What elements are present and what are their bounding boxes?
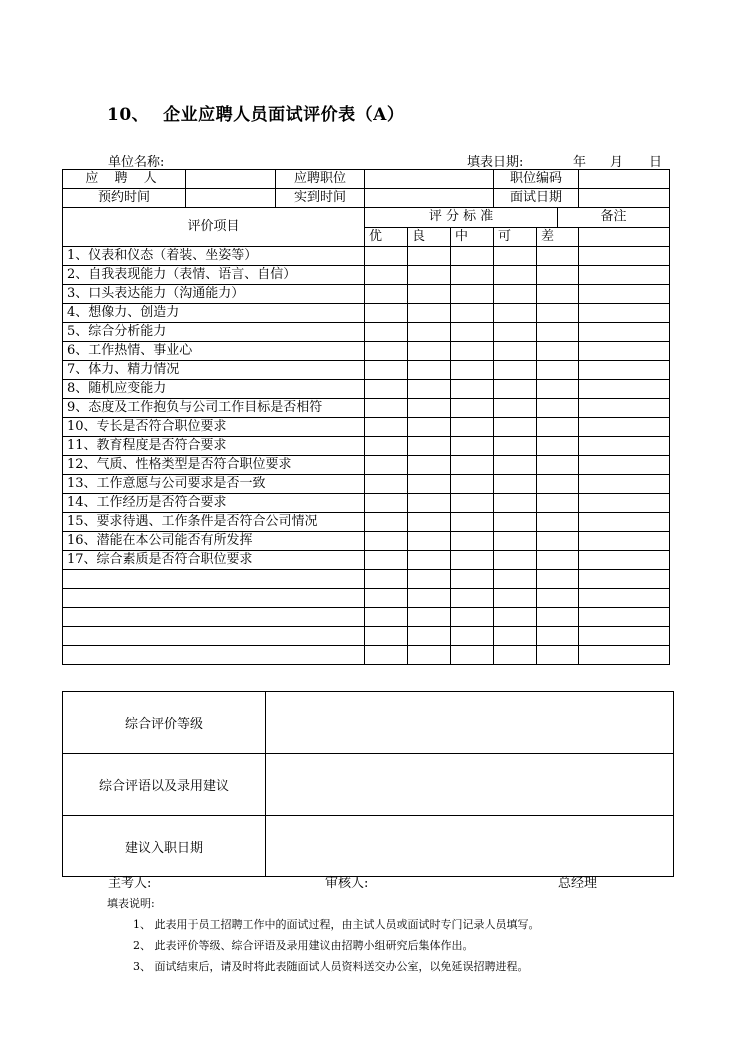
evaluation-row: [63, 494, 670, 513]
score-cell-remark[interactable]: [579, 342, 670, 361]
score-cell-excellent[interactable]: [365, 380, 408, 399]
score-cell-poor[interactable]: [537, 380, 579, 399]
evaluation-item-label: 16、潜能在本公司能否有所发挥: [63, 532, 365, 551]
score-cell-remark[interactable]: [579, 589, 670, 608]
score-cell-fair[interactable]: [494, 627, 537, 646]
score-cell-excellent[interactable]: [365, 513, 408, 532]
score-cell-average[interactable]: [451, 361, 494, 380]
score-cell-excellent[interactable]: [365, 399, 408, 418]
score-cell-remark[interactable]: [579, 304, 670, 323]
score-cell-good[interactable]: [408, 570, 451, 589]
score-cell-good[interactable]: [408, 247, 451, 266]
score-cell-average[interactable]: [451, 437, 494, 456]
score-cell-poor[interactable]: [537, 456, 579, 475]
evaluation-row: [63, 342, 670, 361]
score-cell-excellent[interactable]: [365, 608, 408, 627]
summary-row-comment: [63, 754, 674, 816]
score-cell-excellent[interactable]: [365, 342, 408, 361]
fill-instructions: [107, 893, 540, 977]
score-cell-good[interactable]: [408, 532, 451, 551]
score-cell-average[interactable]: [451, 494, 494, 513]
item-header: 评价项目: [63, 208, 365, 247]
fill-date-label: 填表日期:: [467, 155, 524, 170]
summary-row-entry: [63, 816, 674, 877]
evaluation-item-label: 7、体力、精力情况: [63, 361, 365, 380]
score-cell-good[interactable]: [408, 437, 451, 456]
score-cell-good[interactable]: [408, 646, 451, 665]
score-cell-good[interactable]: [408, 323, 451, 342]
overall-grade-label: 综合评价等级: [63, 692, 266, 754]
score-cell-remark[interactable]: [579, 513, 670, 532]
score-cell-remark[interactable]: [579, 475, 670, 494]
evaluation-row: [63, 285, 670, 304]
score-cell-poor[interactable]: [537, 589, 579, 608]
score-cell-excellent[interactable]: [365, 475, 408, 494]
score-cell-poor[interactable]: [537, 418, 579, 437]
score-cell-average[interactable]: [451, 551, 494, 570]
month-label: 月: [610, 155, 624, 170]
evaluation-row: [63, 456, 670, 475]
score-cell-fair[interactable]: [494, 437, 537, 456]
score-cell-excellent[interactable]: [365, 646, 408, 665]
manager-label: 总经理: [558, 876, 598, 891]
score-cell-poor[interactable]: [537, 608, 579, 627]
entry-date-label: 建议入职日期: [63, 816, 266, 877]
score-cell-fair[interactable]: [494, 418, 537, 437]
score-cell-good[interactable]: [408, 304, 451, 323]
position-field[interactable]: [365, 170, 494, 189]
score-cell-fair[interactable]: [494, 361, 537, 380]
score-cell-average[interactable]: [451, 570, 494, 589]
evaluation-item-label: 14、工作经历是否符合要求: [63, 494, 365, 513]
unit-name-label: 单位名称:: [108, 155, 165, 170]
evaluation-row: [63, 361, 670, 380]
evaluation-item-label: 12、气质、性格类型是否符合职位要求: [63, 456, 365, 475]
remark-header: 备注: [558, 208, 670, 228]
score-cell-good[interactable]: [408, 399, 451, 418]
score-cell-good[interactable]: [408, 608, 451, 627]
score-cell-excellent[interactable]: [365, 494, 408, 513]
score-cell-remark[interactable]: [579, 608, 670, 627]
remark-subheader: [579, 227, 670, 247]
score-cell-good[interactable]: [408, 589, 451, 608]
summary-table: [62, 691, 674, 877]
score-cell-fair[interactable]: [494, 247, 537, 266]
entry-date-field[interactable]: [266, 816, 674, 877]
grade-poor: 差: [537, 227, 579, 247]
evaluation-row: [63, 475, 670, 494]
score-cell-fair[interactable]: [494, 551, 537, 570]
score-cell-poor[interactable]: [537, 399, 579, 418]
note-item: 1、 此表用于员工招聘工作中的面试过程，由主试人员或面试时专门记录人员填写。: [133, 918, 540, 931]
score-cell-average[interactable]: [451, 608, 494, 627]
score-cell-good[interactable]: [408, 418, 451, 437]
score-cell-good[interactable]: [408, 361, 451, 380]
evaluation-item-label: 8、随机应变能力: [63, 380, 365, 399]
score-cell-excellent[interactable]: [365, 437, 408, 456]
evaluation-row: [63, 399, 670, 418]
score-cell-average[interactable]: [451, 646, 494, 665]
interview-date-field[interactable]: [579, 189, 670, 208]
grade-good: 良: [408, 227, 451, 247]
score-cell-average[interactable]: [451, 304, 494, 323]
blank-row: [63, 589, 670, 608]
score-cell-poor[interactable]: [537, 646, 579, 665]
score-cell-good[interactable]: [408, 456, 451, 475]
title-number: 10、: [107, 105, 150, 125]
score-cell-poor[interactable]: [537, 627, 579, 646]
info-row-2: [63, 189, 670, 208]
score-cell-fair[interactable]: [494, 589, 537, 608]
score-cell-good[interactable]: [408, 494, 451, 513]
score-cell-good[interactable]: [408, 342, 451, 361]
score-cell-poor[interactable]: [537, 247, 579, 266]
overall-comment-field[interactable]: [266, 754, 674, 816]
score-cell-fair[interactable]: [494, 285, 537, 304]
position-code-label: 职位编码: [494, 170, 579, 189]
score-cell-average[interactable]: [451, 247, 494, 266]
evaluation-item-label: [63, 608, 365, 627]
score-cell-good[interactable]: [408, 513, 451, 532]
evaluation-item-label: 15、要求待遇、工作条件是否符合公司情况: [63, 513, 365, 532]
score-cell-poor[interactable]: [537, 323, 579, 342]
score-cell-remark[interactable]: [579, 285, 670, 304]
grade-average: 中: [451, 227, 494, 247]
overall-grade-field[interactable]: [266, 692, 674, 754]
evaluation-item-label: [63, 646, 365, 665]
score-cell-fair[interactable]: [494, 475, 537, 494]
evaluation-row: [63, 304, 670, 323]
examiner-label: 主考人:: [108, 876, 152, 891]
evaluation-item-label: [63, 570, 365, 589]
score-cell-remark[interactable]: [579, 399, 670, 418]
evaluation-item-label: 2、自我表现能力（表情、语言、自信）: [63, 266, 365, 285]
score-cell-remark[interactable]: [579, 646, 670, 665]
score-cell-poor[interactable]: [537, 342, 579, 361]
score-cell-good[interactable]: [408, 475, 451, 494]
arrival-time-field[interactable]: [365, 189, 494, 208]
score-cell-fair[interactable]: [494, 456, 537, 475]
evaluation-item-label: 6、工作热情、事业心: [63, 342, 365, 361]
score-cell-excellent[interactable]: [365, 589, 408, 608]
score-cell-average[interactable]: [451, 323, 494, 342]
score-cell-fair[interactable]: [494, 266, 537, 285]
note-item: 2、 此表评价等级、综合评语及录用建议由招聘小组研究后集体作出。: [133, 939, 474, 952]
blank-row: [63, 646, 670, 665]
score-cell-average[interactable]: [451, 285, 494, 304]
blank-row: [63, 608, 670, 627]
score-cell-good[interactable]: [408, 551, 451, 570]
score-cell-average[interactable]: [451, 532, 494, 551]
score-cell-remark[interactable]: [579, 551, 670, 570]
score-cell-fair[interactable]: [494, 323, 537, 342]
score-cell-remark[interactable]: [579, 456, 670, 475]
score-cell-poor[interactable]: [537, 304, 579, 323]
score-cell-excellent[interactable]: [365, 266, 408, 285]
evaluation-item-label: [63, 627, 365, 646]
summary-row-grade: [63, 692, 674, 754]
score-cell-poor[interactable]: [537, 266, 579, 285]
position-code-field[interactable]: [579, 170, 670, 189]
score-cell-poor[interactable]: [537, 570, 579, 589]
score-cell-poor[interactable]: [537, 551, 579, 570]
score-cell-fair[interactable]: [494, 570, 537, 589]
grade-excellent: 优: [365, 227, 408, 247]
evaluation-item-label: 5、综合分析能力: [63, 323, 365, 342]
scheduled-time-field[interactable]: [186, 189, 276, 208]
score-cell-excellent[interactable]: [365, 323, 408, 342]
evaluation-item-label: 13、工作意愿与公司要求是否一致: [63, 475, 365, 494]
score-cell-average[interactable]: [451, 418, 494, 437]
score-cell-excellent[interactable]: [365, 304, 408, 323]
evaluation-item-label: 4、想像力、创造力: [63, 304, 365, 323]
evaluation-row: [63, 513, 670, 532]
evaluation-row: [63, 323, 670, 342]
score-cell-remark[interactable]: [579, 247, 670, 266]
evaluation-row: [63, 380, 670, 399]
score-cell-average[interactable]: [451, 627, 494, 646]
score-cell-remark[interactable]: [579, 266, 670, 285]
score-cell-fair[interactable]: [494, 532, 537, 551]
arrival-time-label: 实到时间: [276, 189, 365, 208]
evaluation-row: [63, 247, 670, 266]
score-cell-fair[interactable]: [494, 513, 537, 532]
score-cell-remark[interactable]: [579, 380, 670, 399]
score-cell-good[interactable]: [408, 266, 451, 285]
score-cell-average[interactable]: [451, 589, 494, 608]
blank-row: [63, 627, 670, 646]
score-cell-average[interactable]: [451, 456, 494, 475]
evaluation-item-label: 1、仪表和仪态（着装、坐姿等）: [63, 247, 365, 266]
score-cell-good[interactable]: [408, 380, 451, 399]
note-item: 3、 面试结束后，请及时将此表随面试人员资料送交办公室，以免延误招聘进程。: [133, 960, 529, 973]
evaluation-row: [63, 532, 670, 551]
evaluation-row: [63, 551, 670, 570]
grade-fair: 可: [494, 227, 537, 247]
score-cell-remark[interactable]: [579, 437, 670, 456]
evaluation-table: [62, 169, 670, 665]
score-cell-fair[interactable]: [494, 399, 537, 418]
score-cell-average[interactable]: [451, 399, 494, 418]
blank-row: [63, 570, 670, 589]
score-cell-excellent[interactable]: [365, 361, 408, 380]
score-cell-fair[interactable]: [494, 380, 537, 399]
score-cell-poor[interactable]: [537, 494, 579, 513]
evaluation-item-label: 11、教育程度是否符合要求: [63, 437, 365, 456]
score-cell-average[interactable]: [451, 513, 494, 532]
evaluation-row: [63, 266, 670, 285]
position-label: 应聘职位: [276, 170, 365, 189]
score-cell-fair[interactable]: [494, 646, 537, 665]
score-cell-excellent[interactable]: [365, 247, 408, 266]
evaluation-item-label: 17、综合素质是否符合职位要求: [63, 551, 365, 570]
score-cell-fair[interactable]: [494, 608, 537, 627]
score-cell-excellent[interactable]: [365, 551, 408, 570]
score-cell-excellent[interactable]: [365, 532, 408, 551]
score-cell-excellent[interactable]: [365, 285, 408, 304]
interview-date-label: 面试日期: [494, 189, 579, 208]
year-label: 年: [573, 155, 587, 170]
score-cell-excellent[interactable]: [365, 570, 408, 589]
score-cell-average[interactable]: [451, 380, 494, 399]
score-cell-remark[interactable]: [579, 323, 670, 342]
evaluation-item-label: 3、口头表达能力（沟通能力）: [63, 285, 365, 304]
day-label: 日: [649, 155, 663, 170]
info-row-1: [63, 170, 670, 189]
score-cell-good[interactable]: [408, 285, 451, 304]
evaluation-row: [63, 418, 670, 437]
score-cell-fair[interactable]: [494, 342, 537, 361]
score-cell-excellent[interactable]: [365, 456, 408, 475]
score-cell-average[interactable]: [451, 342, 494, 361]
standard-header: 评 分 标 准: [365, 208, 558, 228]
head-row-1: [63, 208, 670, 228]
reviewer-label: 审核人:: [325, 876, 369, 891]
score-cell-remark[interactable]: [579, 494, 670, 513]
score-cell-remark[interactable]: [579, 361, 670, 380]
score-cell-remark[interactable]: [579, 627, 670, 646]
scheduled-time-label: 预约时间: [63, 189, 186, 208]
score-cell-fair[interactable]: [494, 494, 537, 513]
evaluation-row: [63, 437, 670, 456]
score-cell-poor[interactable]: [537, 532, 579, 551]
title-text: 企业应聘人员面试评价表（A）: [163, 105, 405, 125]
score-cell-fair[interactable]: [494, 304, 537, 323]
score-cell-average[interactable]: [451, 475, 494, 494]
evaluation-item-label: 10、专长是否符合职位要求: [63, 418, 365, 437]
score-cell-excellent[interactable]: [365, 627, 408, 646]
score-cell-excellent[interactable]: [365, 418, 408, 437]
score-cell-poor[interactable]: [537, 437, 579, 456]
notes-heading: 填表说明:: [107, 897, 155, 910]
page-title: [107, 100, 404, 125]
applicant-label: 应 聘 人: [63, 170, 186, 189]
overall-comment-label: 综合评语以及录用建议: [63, 754, 266, 816]
score-cell-average[interactable]: [451, 266, 494, 285]
applicant-field[interactable]: [186, 170, 276, 189]
evaluation-item-label: 9、态度及工作抱负与公司工作目标是否相符: [63, 399, 365, 418]
score-cell-poor[interactable]: [537, 285, 579, 304]
score-cell-good[interactable]: [408, 627, 451, 646]
score-cell-poor[interactable]: [537, 361, 579, 380]
score-cell-remark[interactable]: [579, 532, 670, 551]
score-cell-poor[interactable]: [537, 513, 579, 532]
score-cell-remark[interactable]: [579, 570, 670, 589]
score-cell-poor[interactable]: [537, 475, 579, 494]
evaluation-item-label: [63, 589, 365, 608]
score-cell-remark[interactable]: [579, 418, 670, 437]
